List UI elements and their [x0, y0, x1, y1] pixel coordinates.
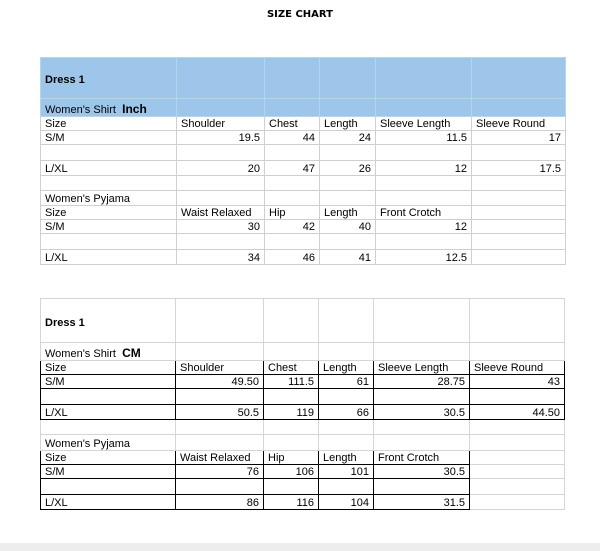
table-row: L/XL 34 46 41 12.5: [41, 250, 566, 265]
col-header: Shoulder: [177, 117, 265, 131]
table-header-row: [41, 451, 565, 465]
dress-label: Dress 1: [41, 58, 177, 99]
col-header: Sleeve Length: [374, 361, 470, 375]
table-row: S/M 19.5 44 24 11.5 17: [41, 131, 566, 145]
col-header: Front Crotch: [376, 206, 472, 220]
col-header: Size: [41, 451, 176, 465]
col-header: Length: [320, 206, 376, 220]
table-row: L/XL 20 47 26 12 17.5: [41, 161, 566, 176]
table-row: L/XL 86 116 104 31.5: [41, 495, 565, 510]
table-header-row: [41, 117, 566, 131]
col-header: Length: [319, 361, 374, 375]
dress-label: Dress 1: [41, 299, 176, 343]
unit-label: Inch: [122, 102, 147, 116]
shirt-section-title: Women's Shirt Inch: [41, 99, 177, 117]
col-header: Chest: [264, 361, 319, 375]
table-row: S/M 49.50 111.5 61 28.75 43: [41, 375, 565, 389]
col-header: Hip: [264, 451, 319, 465]
table-header-row: [41, 361, 565, 375]
col-header: Chest: [265, 117, 320, 131]
table-row: L/XL 50.5 119 66 30.5 44.50: [41, 405, 565, 420]
table-row: S/M 30 42 40 12: [41, 220, 566, 234]
col-header: Front Crotch: [374, 451, 470, 465]
col-header: Shoulder: [176, 361, 264, 375]
col-header: Size: [41, 206, 177, 220]
col-header: Waist Relaxed: [176, 451, 264, 465]
col-header: Waist Relaxed: [177, 206, 265, 220]
pyjama-section-title: Women's Pyjama: [41, 435, 176, 451]
col-header: Size: [41, 117, 177, 131]
page-title: SIZE CHART: [266, 9, 333, 20]
col-header: Sleeve Length: [376, 117, 472, 131]
col-header: Length: [319, 451, 374, 465]
bottom-divider: [0, 543, 600, 551]
col-header: Length: [320, 117, 376, 131]
shirt-section-title: Women's Shirt CM: [41, 343, 176, 361]
col-header: Sleeve Round: [472, 117, 566, 131]
pyjama-section-title: Women's Pyjama: [41, 191, 177, 206]
col-header: Hip: [265, 206, 320, 220]
col-header: Sleeve Round: [470, 361, 565, 375]
table-header-row: [41, 206, 566, 220]
table-row: S/M 76 106 101 30.5: [41, 465, 565, 479]
col-header: Size: [41, 361, 176, 375]
size-table-inch: [40, 57, 565, 265]
size-table-cm: [40, 298, 564, 510]
unit-label: CM: [122, 346, 141, 360]
